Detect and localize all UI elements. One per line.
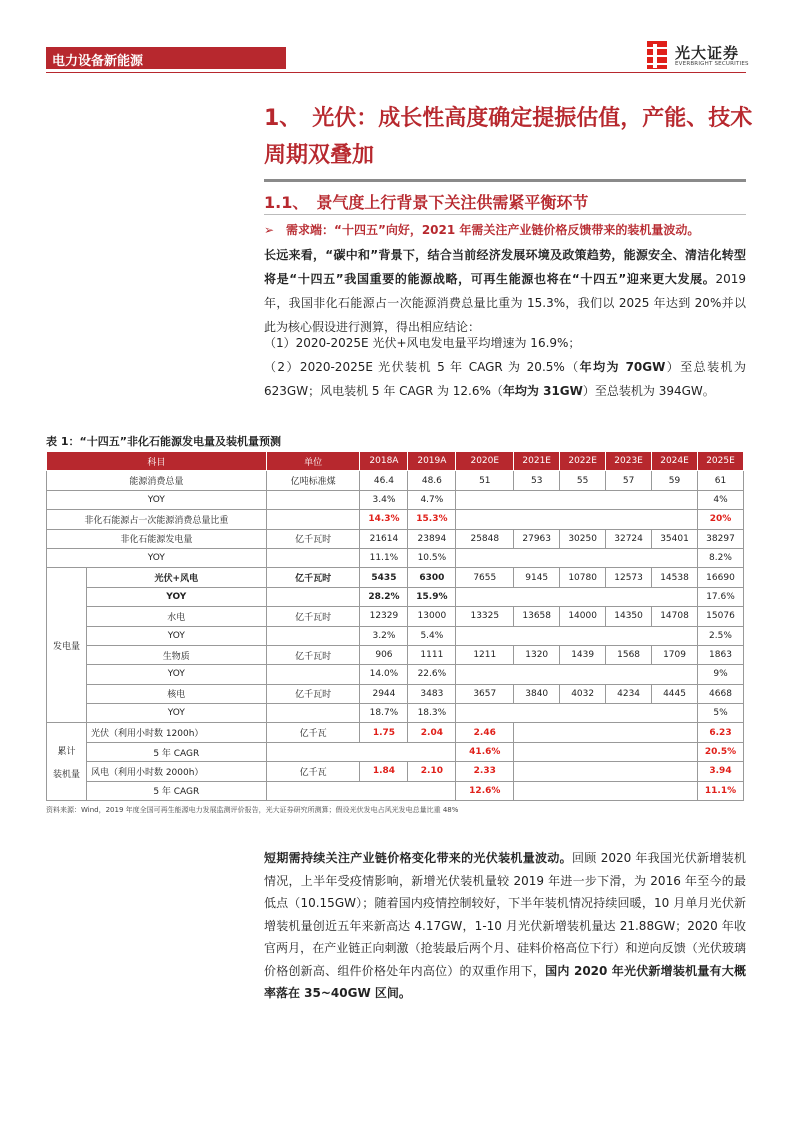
table-cell: YOY: [47, 490, 267, 509]
table-cell: 15.3%: [408, 510, 456, 529]
table-cell: [514, 742, 698, 761]
table-cell: 1111: [408, 645, 456, 664]
table-cell: 23894: [408, 529, 456, 548]
header-year: 2021E: [514, 452, 560, 471]
paragraph-short-term: [264, 847, 746, 1005]
table-source: 资料来源：Wind，2019 年度全国可再生能源电力发展监测评价报告，光大证券研究所测算；假设光伏发电占风光发电总量比重 48%: [46, 806, 459, 814]
table-cell: 4234: [606, 684, 652, 703]
table-row: [47, 762, 744, 781]
table-cell: 6.23: [697, 723, 743, 742]
paragraph-outlook: [264, 243, 746, 339]
paragraph-short-term-body: 回顾 2020 年我国光伏新增装机情况，上半年受疫情影响，新增光伏装机量较 2019 年进一步下滑，为 2016 年至今的最低点（10.15GW）；随着国内疫情控制较好，下半年装机情况持续回暖，10 月单月光伏新增装机量创近五年来新高达 4.17GW，1-10 月光伏新增装机量达 21.88GW；2020 年收官两月，在产业链正向刺激（抢装最后两个月、硅料价格高位下行）和逆向反馈（光伏玻璃价格创新高、组件价格处年内高位）的双重作用下，: [264, 851, 746, 978]
table-cell: 3.4%: [360, 490, 408, 509]
paragraph-short-term-lead: 短期需持续关注产业链价格变化带来的光伏装机量波动。: [264, 851, 572, 865]
table-cell: [266, 587, 360, 606]
table-cell: 13325: [456, 607, 514, 626]
table-cell: 9145: [514, 568, 560, 587]
table-row: [47, 587, 744, 606]
table-row: [47, 490, 744, 509]
table-cell: 14000: [560, 607, 606, 626]
table-cell: 59: [652, 471, 698, 490]
table-cell: 6300: [408, 568, 456, 587]
table-cell: 2.5%: [697, 626, 743, 645]
table-cell: 水电: [86, 607, 266, 626]
logo-text-en: EVERBRIGHT SECURITIES: [675, 61, 749, 67]
table-cell: 906: [360, 645, 408, 664]
table-cell: 8.2%: [697, 548, 743, 567]
table-cell: 14708: [652, 607, 698, 626]
table-cell: [456, 510, 698, 529]
table-cell: 38297: [697, 529, 743, 548]
table-cell: 14.0%: [360, 665, 408, 684]
table-cell: [456, 587, 698, 606]
table-cell: 5 年 CAGR: [86, 742, 266, 761]
header-subject: 科目: [47, 452, 267, 471]
table-row: [47, 607, 744, 626]
conclusion-2-text-c: ）至总装机为 394GW。: [582, 384, 715, 398]
table-cell: 4445: [652, 684, 698, 703]
table-cell: 1709: [652, 645, 698, 664]
table-cell: 1320: [514, 645, 560, 664]
conclusion-2-bold-b: 年均为 31GW: [502, 384, 583, 398]
table-cell: 57: [606, 471, 652, 490]
table-cell: 亿千瓦时: [266, 645, 360, 664]
everbright-logo: [645, 40, 750, 72]
group-label-install-2: 装机量: [52, 769, 80, 780]
conclusion-2-bold-a: 年均为 70GW: [579, 360, 666, 374]
table-cell: 28.2%: [360, 587, 408, 606]
table-cell: 2.04: [408, 723, 456, 742]
section-tag: [46, 47, 286, 69]
logo-mark-icon: [645, 40, 671, 70]
table-cell: 17.6%: [697, 587, 743, 606]
table-cell: 46.4: [360, 471, 408, 490]
table-cell: 30250: [560, 529, 606, 548]
table-row: [47, 529, 744, 548]
table-cell: 5 年 CAGR: [86, 781, 266, 800]
table-cell: 1439: [560, 645, 606, 664]
header-year: 2022E: [560, 452, 606, 471]
header-year: 2023E: [606, 452, 652, 471]
table-cell: 1.84: [360, 762, 408, 781]
table-cell: 32724: [606, 529, 652, 548]
table-cell: 51: [456, 471, 514, 490]
table-cell: 11.1%: [697, 781, 743, 800]
section-heading: 1、 光伏：成长性高度确定提振估值，产能、技术周期双叠加: [264, 106, 753, 168]
table-cell: [456, 626, 698, 645]
table-row: [47, 626, 744, 645]
header-year: 2020E: [456, 452, 514, 471]
paragraph-outlook-body: 2019 年，我国非化石能源占一次能源消费总量比重为 15.3%，我们以 2025 年达到 20%并以此为核心假设进行测算，得出相应结论：: [264, 272, 746, 334]
table-row: [47, 723, 744, 742]
table-cell: 3840: [514, 684, 560, 703]
conclusion-2-text-a: （2）2020-2025E 光伏装机 5 年 CAGR 为 20.5%（: [264, 360, 580, 374]
table-row: [47, 645, 744, 664]
table-cell: [266, 548, 360, 567]
table-cell: 亿千瓦时: [266, 607, 360, 626]
table-row: [47, 510, 744, 529]
table-cell: [266, 704, 360, 723]
table-row: [47, 568, 744, 587]
conclusion-1: （1）2020-2025E 光伏+风电发电量平均增速为 16.9%；: [264, 336, 581, 350]
table-cell: 21614: [360, 529, 408, 548]
table-cell: 48.6: [408, 471, 456, 490]
table-row: [47, 684, 744, 703]
table-cell: [266, 742, 456, 761]
table-cell: 5.4%: [408, 626, 456, 645]
subsection-heading: 1.1、 景气度上行背景下关注供需紧平衡环节: [264, 193, 589, 212]
table-cell: 3.2%: [360, 626, 408, 645]
table-cell: 亿千瓦: [266, 723, 360, 742]
table-cell: 核电: [86, 684, 266, 703]
header-divider: [46, 72, 746, 73]
table-cell: 光伏（利用小时数 1200h）: [86, 723, 266, 742]
table-cell: 18.3%: [408, 704, 456, 723]
header-year: 2019A: [408, 452, 456, 471]
table-cell: [514, 781, 698, 800]
table-cell: [266, 510, 360, 529]
table-cell: 4%: [697, 490, 743, 509]
table-cell: 55: [560, 471, 606, 490]
table-row: [47, 781, 744, 800]
table-cell: 3657: [456, 684, 514, 703]
table-cell: [514, 762, 698, 781]
table-cell: 9%: [697, 665, 743, 684]
table-cell: 1.75: [360, 723, 408, 742]
table-cell: 5%: [697, 704, 743, 723]
table-cell: 22.6%: [408, 665, 456, 684]
table-cell: YOY: [86, 665, 266, 684]
table-title: 表 1：“十四五”非化石能源发电量及装机量预测: [46, 435, 281, 448]
paragraph-outlook-lead: 长远来看，“碳中和”背景下，结合当前经济发展环境及政策趋势，能源安全、清洁化转型将是“十四五”我国重要的能源战略，可再生能源也将在“十四五”迎来更大发展。: [264, 248, 746, 286]
table-cell: 3.94: [697, 762, 743, 781]
table-cell: 41.6%: [456, 742, 514, 761]
section-tag-label: 电力设备新能源: [52, 54, 144, 69]
conclusion-2-text-b: ）至总装机为 623GW；风电装机 5 年 CAGR 为 12.6%（: [264, 360, 746, 398]
table-cell: 16690: [697, 568, 743, 587]
heading-rule: [264, 179, 746, 182]
table-cell: 35401: [652, 529, 698, 548]
table-cell: 20.5%: [697, 742, 743, 761]
table-cell: 光伏+风电: [86, 568, 266, 587]
conclusion-2: [264, 355, 746, 403]
table-row: [47, 471, 744, 490]
table-cell: [456, 490, 698, 509]
table-cell: 14.3%: [360, 510, 408, 529]
table-cell: 20%: [697, 510, 743, 529]
table-cell: 25848: [456, 529, 514, 548]
table-cell: 12.6%: [456, 781, 514, 800]
table-cell: 18.7%: [360, 704, 408, 723]
table-cell: [266, 626, 360, 645]
table-cell: [266, 781, 456, 800]
table-cell: 5435: [360, 568, 408, 587]
table-cell: 亿吨标准煤: [266, 471, 360, 490]
table-cell: [266, 665, 360, 684]
forecast-table: [46, 451, 744, 801]
table-cell: 4.7%: [408, 490, 456, 509]
table-cell: 7655: [456, 568, 514, 587]
table-cell: 13000: [408, 607, 456, 626]
group-label-install-1: 累计: [57, 746, 76, 757]
demand-bullet: ➢ 需求端：“十四五”向好，2021 年需关注产业链价格反馈带来的装机量波动。: [264, 223, 700, 237]
table-cell: YOY: [86, 626, 266, 645]
table-cell: 风电（利用小时数 2000h）: [86, 762, 266, 781]
table-cell: [456, 704, 698, 723]
header-unit: 单位: [266, 452, 360, 471]
table-cell: [266, 490, 360, 509]
table-cell: 2.10: [408, 762, 456, 781]
table-cell: 15076: [697, 607, 743, 626]
table-row: [47, 665, 744, 684]
table-cell: 14350: [606, 607, 652, 626]
table-cell: 11.1%: [360, 548, 408, 567]
table-cell: 14538: [652, 568, 698, 587]
table-header-row: [47, 452, 744, 471]
table-cell: 10780: [560, 568, 606, 587]
table-cell: 1863: [697, 645, 743, 664]
header-year: 2018A: [360, 452, 408, 471]
table-cell: 非化石能源占一次能源消费总量比重: [47, 510, 267, 529]
table-cell: YOY: [86, 704, 266, 723]
table-row: [47, 548, 744, 567]
table-cell: 2.46: [456, 723, 514, 742]
table-cell: 1211: [456, 645, 514, 664]
group-label-install: [47, 723, 87, 801]
table-cell: 4668: [697, 684, 743, 703]
table-cell: 13658: [514, 607, 560, 626]
paragraph-short-term-conclusion: 国内 2020 年光伏新增装机量有大概率落在 35~40GW 区间。: [264, 963, 746, 1000]
table-cell: 12329: [360, 607, 408, 626]
table-cell: 亿千瓦: [266, 762, 360, 781]
table-cell: 12573: [606, 568, 652, 587]
table-cell: 亿千瓦时: [266, 568, 360, 587]
table-cell: [456, 665, 698, 684]
table-cell: 1568: [606, 645, 652, 664]
table-cell: [514, 723, 698, 742]
table-cell: YOY: [86, 587, 266, 606]
table-cell: YOY: [47, 548, 267, 567]
table-row: [47, 704, 744, 723]
group-label-power: 发电量: [47, 568, 87, 723]
table-cell: 亿千瓦时: [266, 529, 360, 548]
subheading-rule: [264, 214, 746, 215]
table-cell: 4032: [560, 684, 606, 703]
header-year: 2025E: [697, 452, 743, 471]
header-year: 2024E: [652, 452, 698, 471]
table-cell: 10.5%: [408, 548, 456, 567]
logo-text-cn: 光大证券: [675, 44, 740, 62]
table-cell: 53: [514, 471, 560, 490]
table-cell: 3483: [408, 684, 456, 703]
table-cell: 15.9%: [408, 587, 456, 606]
table-cell: 能源消费总量: [47, 471, 267, 490]
table-cell: 61: [697, 471, 743, 490]
table-cell: 亿千瓦时: [266, 684, 360, 703]
table-cell: 27963: [514, 529, 560, 548]
table-cell: 生物质: [86, 645, 266, 664]
table-cell: 2944: [360, 684, 408, 703]
table-cell: 2.33: [456, 762, 514, 781]
table-cell: [456, 548, 698, 567]
table-row: [47, 742, 744, 761]
table-cell: 非化石能源发电量: [47, 529, 267, 548]
